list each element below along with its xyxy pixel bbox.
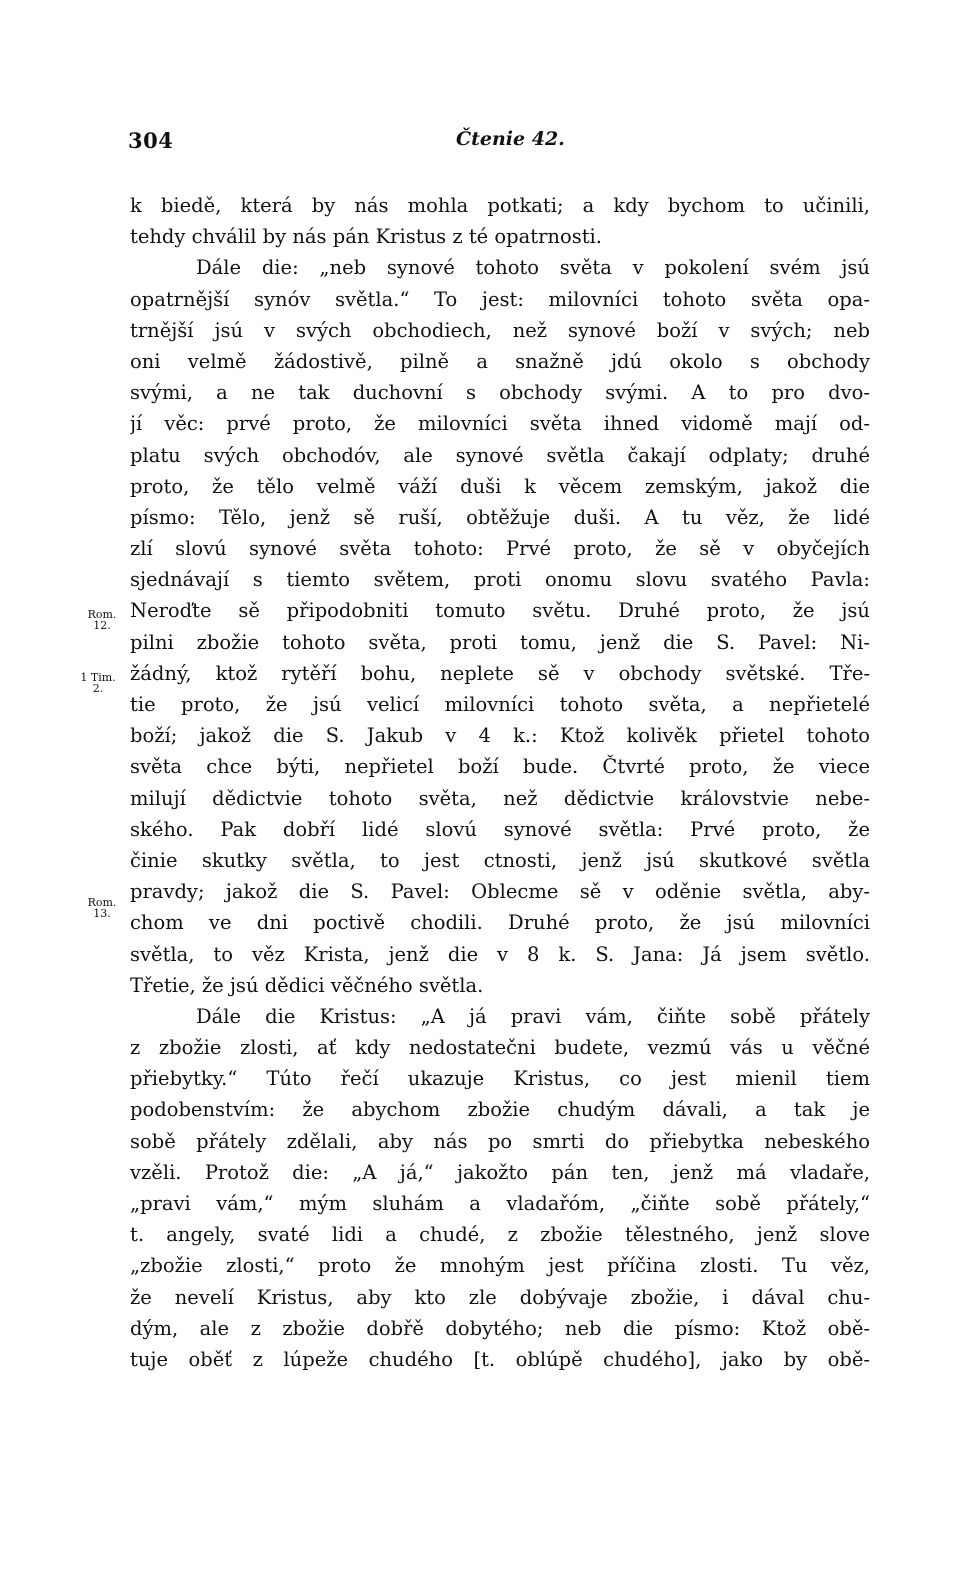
- text-line: z zbožie zlosti, ať kdy nedostatečni budete, vezmú vás u věčné: [130, 1036, 870, 1060]
- page-number: 304: [128, 128, 174, 153]
- text-line: platu svých obchodóv, ale synové světla čakají odplaty; druhé: [130, 443, 870, 467]
- margin-note-rom-12: [70, 609, 134, 631]
- text-line: přiebytky.“ Túto řečí ukazuje Kristus, co jest mienil tiem: [130, 1067, 870, 1091]
- text-line: opatrnější synóv světla.“ To jest: milovníci tohoto světa opa-: [130, 287, 870, 311]
- text-line: pravdy; jakož die S. Pavel: Oblecme sě v oděnie světla, aby-: [130, 880, 870, 904]
- text-line: Třetie, že jsú dědici věčného světla.: [130, 973, 484, 997]
- text-line: světa chce býti, nepřietel boží bude. Čtvrté proto, že viece: [130, 755, 870, 779]
- text-line: oni velmě žádostivě, pilně a snažně jdú okolo s obchody: [130, 349, 870, 373]
- text-line: sjednávají s tiemto světem, proti onomu slovu svatého Pavla:: [130, 568, 870, 592]
- text-line: milují dědictvie tohoto světa, než dědictvie královstvie nebe-: [130, 786, 870, 810]
- text-line: t. angely, svaté lidi a chudé, z zbožie tělestného, jenž slove: [130, 1223, 870, 1247]
- text-line: zlí slovú synové světa tohoto: Prvé proto, že sě v obyčejích: [130, 537, 870, 561]
- text-line: boží; jakož die S. Jakub v 4 k.: Ktož kolivěk přietel tohoto: [130, 724, 870, 748]
- text-line: Dále die Kristus: „A já pravi vám, čiňte sobě přátely: [196, 1004, 870, 1028]
- text-line: Neroďte sě připodobniti tomuto světu. Druhé proto, že jsú: [130, 599, 870, 623]
- text-line: tie proto, že jsú velicí milovníci tohoto světa, a nepřietelé: [130, 693, 870, 716]
- margin-note-book: 1 Tim.: [80, 671, 116, 684]
- text-line: podobenstvím: že abychom zbožie chudým dávali, a tak je: [130, 1098, 870, 1122]
- text-line: ského. Pak dobří lidé slovú synové světla: Prvé proto, že: [130, 817, 870, 841]
- margin-note-chapter: 2.: [92, 682, 104, 695]
- text-line: proto, že tělo velmě váží duši k věcem zemským, jakož die: [130, 474, 870, 498]
- page-header: [128, 128, 868, 162]
- text-line: k biedě, která by nás mohla potkati; a kdy bychom to učinili,: [130, 194, 870, 217]
- text-line: trnější jsú v svých obchodiech, než synové boží v svých; neb: [130, 318, 870, 342]
- body-text: [130, 190, 870, 1375]
- text-line: vzěli. Protož die: „A já,“ jakožto pán ten, jenž má vladaře,: [130, 1160, 870, 1184]
- margin-note-1-tim-2: [66, 672, 130, 694]
- text-line: jí věc: prvé proto, že milovníci světa ihned vidomě mají od-: [130, 412, 870, 436]
- margin-notes: [0, 0, 128, 1582]
- text-line: pilni zbožie tohoto světa, proti tomu, jenž die S. Pavel: Ni-: [130, 630, 870, 654]
- text-line: dým, ale z zbožie dobřě dobytého; neb die písmo: Ktož obě-: [130, 1316, 870, 1340]
- text-line: svými, a ne tak duchovní s obchody svými. A to pro dvo-: [130, 381, 870, 405]
- text-line: činie skutky světla, to jest ctnosti, jenž jsú skutkové světla: [130, 848, 870, 872]
- text-line: tehdy chválil by nás pán Kristus z té opatrnosti.: [130, 225, 602, 249]
- text-line: Dále die: „neb synové tohoto světa v pokolení svém jsú: [196, 256, 870, 280]
- margin-note-chapter: 12.: [93, 619, 111, 632]
- margin-note-chapter: 13.: [93, 907, 111, 920]
- text-line: žádný, ktož rytěří bohu, neplete sě v obchody světské. Tře-: [130, 661, 870, 685]
- running-title: Čtenie 42.: [456, 128, 565, 150]
- margin-note-book: Rom.: [87, 608, 117, 621]
- text-line: „zbožie zlosti,“ proto že mnohým jest příčina zlosti. Tu věz,: [130, 1254, 870, 1278]
- text-line: chom ve dni poctivě chodili. Druhé proto, že jsú milovníci: [130, 911, 870, 935]
- text-line: písmo: Tělo, jenž sě ruší, obtěžuje duši. A tu věz, že lidé: [130, 505, 870, 529]
- text-line: světla, to věz Krista, jenž die v 8 k. S. Jana: Já jsem světlo.: [130, 942, 870, 966]
- text-line: sobě přátely zdělali, aby nás po smrti do přiebytka nebeského: [130, 1129, 870, 1153]
- margin-note-book: Rom.: [87, 896, 117, 909]
- text-line: „pravi vám,“ mým sluhám a vladařóm, „čiňte sobě přátely,“: [130, 1192, 870, 1215]
- margin-note-rom-13: [70, 897, 134, 919]
- text-line: tuje oběť z lúpeže chudého [t. oblúpě chudého], jako by obě-: [130, 1347, 870, 1371]
- text-line: že nevelí Kristus, aby kto zle dobývaje zbožie, i dával chu-: [130, 1285, 870, 1309]
